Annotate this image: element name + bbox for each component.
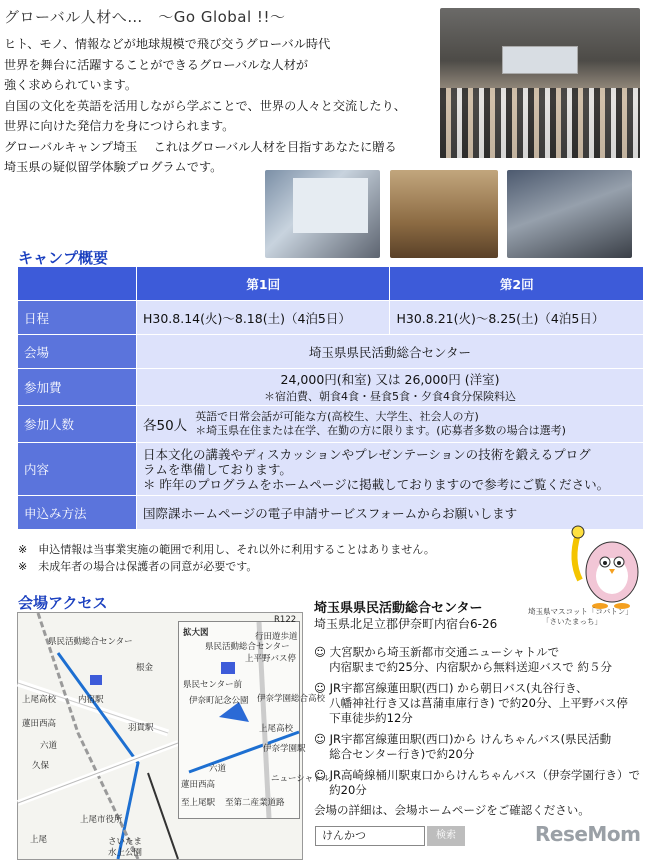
search-input[interactable]: けんかつ: [315, 826, 425, 846]
row-label-participants: 参加人数: [18, 406, 137, 443]
mascot-caption-line: 「さいたまっち」: [542, 617, 602, 626]
intro-text: [4, 34, 424, 178]
note-item: ※ 未成年者の場合は保護者の同意が必要です。: [18, 560, 258, 573]
application-value: 国際課ホームページの電子申請サービスフォームからお願いします: [137, 496, 644, 530]
fee-note: ＊宿泊費、朝食4食・昼食5食・夕食4食分保険料込: [264, 390, 516, 403]
content-line: ラムを準備しております。: [143, 461, 292, 477]
intro-line: 世界を舞台に活躍することができるグローバルな人材が: [4, 57, 309, 72]
intro-line: 埼玉県の疑似留学体験プログラムです。: [4, 160, 223, 174]
map-label: 至上尾駅: [181, 798, 216, 808]
participants-notes: [195, 410, 566, 438]
access-heading: 会場アクセス: [18, 594, 108, 612]
mascot-caption: [528, 607, 633, 627]
column-header-session2: 第2回: [390, 267, 644, 301]
date-session1: H30.8.14(火)～8.18(土)（4泊5日）: [137, 301, 390, 335]
route-line: 下車徒歩約12分: [314, 711, 413, 725]
map-label: 蓮田西高: [181, 780, 216, 790]
map-label: 至第二産業道路: [225, 798, 285, 808]
route-line: 総合センター行き)で約20分: [314, 747, 475, 761]
table-row: [18, 335, 644, 369]
date-session2: H30.8.21(火)～8.25(土)（4泊5日）: [390, 301, 644, 335]
intro-line: ヒト、モノ、情報などが地球規模で飛び交うグローバル時代: [4, 37, 331, 51]
access-map: [17, 612, 331, 860]
venue-detail-note: 会場の詳細は、会場ホームページをご確認ください。: [314, 803, 590, 817]
route-line: 約20分: [314, 783, 367, 797]
participants-cell: [137, 406, 644, 443]
search-button[interactable]: 検索: [427, 826, 465, 846]
table-row: [18, 496, 644, 530]
intro-line: 世界に向けた発信力を身につけられます。: [4, 119, 235, 133]
map-label: 県民センター前: [183, 680, 243, 690]
table-row: [18, 369, 644, 406]
map-label: 伊奈学園駅: [263, 744, 306, 754]
presentation-photo: [265, 170, 380, 258]
japanese-room-photo: [390, 170, 498, 258]
route-line: ☺ 大宮駅から埼玉新都市交通ニューシャトルで: [314, 645, 560, 659]
map-label: 上尾高校: [22, 695, 57, 705]
map-label: 内宿駅: [78, 695, 104, 705]
resemom-logo: ReseMom: [535, 822, 641, 846]
photo-banner: [502, 46, 578, 74]
map-label: R122: [274, 615, 297, 625]
intro-line: 強く求められています。: [4, 78, 138, 92]
discussion-photo: [507, 170, 632, 258]
route-item: [314, 732, 639, 762]
route-item: [314, 681, 639, 726]
route-line: 八幡神社行き又は菖蒲車庫行き) で約20分、上平野バス停: [314, 696, 628, 710]
map-label: 上尾市役所: [80, 815, 123, 825]
projector-screen: [293, 178, 368, 233]
participants-note: ＊埼玉県在住または在学、在勤の方に限ります。(応募者多数の場合は選考): [195, 424, 566, 437]
table-row: [18, 301, 644, 335]
intro-line: グローバルキャンプ埼玉 これはグローバル人材を目指すあなたに贈る: [4, 139, 397, 154]
map-label: 羽貫駅: [128, 723, 154, 733]
mascot-caption-line: 埼玉県マスコット「コバトン」: [528, 607, 633, 616]
participants-note: 英語で日常会話が可能な方(高校生、大学生、社会人の方): [195, 410, 479, 423]
route-line: ☺ JR宇都宮線蓮田駅(西口)から けんちゃんバス(県民活動: [314, 732, 612, 746]
map-label: 伊奈学園総合高校: [257, 694, 326, 704]
table-corner: [18, 267, 137, 301]
map-label: さいたま: [108, 837, 143, 847]
map-label: 六道: [40, 741, 58, 751]
row-label-application: 申込み方法: [18, 496, 137, 530]
map-label: 六道: [209, 764, 227, 774]
map-label: 上尾: [30, 835, 48, 845]
map-label: 根金: [136, 663, 154, 673]
table-row: [18, 406, 644, 443]
participants-count: 各50人: [143, 418, 188, 434]
map-label: 上平野バス停: [245, 654, 297, 664]
venue-value: 埼玉県県民活動総合センター: [137, 335, 644, 369]
route-item: [314, 645, 639, 675]
photo-crowd: [440, 88, 640, 158]
row-label-date: 日程: [18, 301, 137, 335]
map-label: 県民活動総合センター: [48, 637, 133, 647]
venue-address: 埼玉県北足立郡伊奈町内宿台6-26: [314, 617, 498, 631]
group-photo: [440, 8, 640, 158]
access-routes: [314, 645, 639, 804]
table-row: [18, 267, 644, 301]
fee-cell: [137, 369, 644, 406]
notes: [18, 541, 435, 575]
row-label-fee: 参加費: [18, 369, 137, 406]
route-line: ☺ JR宇都宮線蓮田駅(西口) から朝日バス(丸谷行き、: [314, 681, 588, 695]
route-line: ☺ JR高崎線桶川駅東口からけんちゃんバス（伊奈学園行き）で: [314, 768, 641, 782]
map-label: 県民活動総合センター: [205, 642, 290, 652]
row-label-content: 内容: [18, 443, 137, 496]
map-label: 上尾高校: [259, 724, 294, 734]
map-label: 行田遊歩道: [255, 632, 298, 642]
content-line: ＊ 昨年のプログラムをホームページに掲載しておりますので参考にご覧ください。: [143, 476, 610, 492]
content-line: 日本文化の講義やディスカッションやプレゼンテーションの技術を鍛えるプログ: [143, 446, 591, 462]
row-label-venue: 会場: [18, 335, 137, 369]
map-inset: [178, 621, 331, 819]
note-item: ※ 申込情報は当事業実施の範囲で利用し、それ以外に利用することはありません。: [18, 543, 435, 556]
page-title: グローバル人材へ… ～Go Global !!～: [4, 8, 286, 26]
column-header-session1: 第1回: [137, 267, 390, 301]
content-cell: [137, 443, 644, 496]
venue-name: 埼玉県県民活動総合センター: [314, 601, 483, 616]
map-label: 伊奈町記念公園: [189, 696, 249, 706]
route-item: [314, 768, 639, 798]
table-row: [18, 443, 644, 496]
fee-value: 24,000円(和室) 又は 26,000円 (洋室): [280, 372, 500, 387]
camp-overview-heading: キャンプ概要: [18, 249, 109, 267]
inset-title: 拡大図: [183, 628, 209, 638]
intro-line: 自国の文化を英語を活用しながら学ぶことで、世界の人々と交流したり、: [4, 98, 406, 113]
map-label: 水上公園: [108, 848, 143, 858]
map-label: 久保: [32, 761, 50, 771]
camp-overview-table: [17, 266, 644, 530]
mascot-illustration: [560, 520, 642, 612]
map-label: ニューシャトル: [271, 774, 331, 784]
map-label: 蓮田西高: [22, 719, 57, 729]
route-line: 内宿駅まで約25分、内宿駅から無料送迎バスで 約５分: [314, 660, 612, 674]
